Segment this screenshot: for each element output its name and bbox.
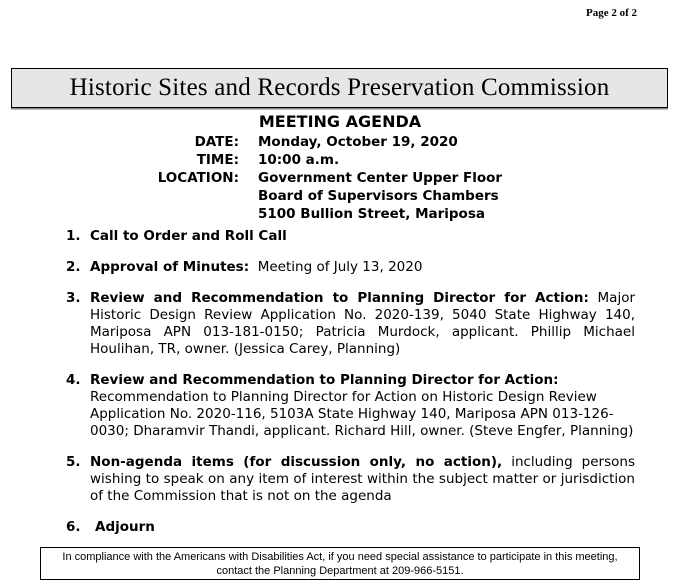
date-row bbox=[0, 133, 680, 151]
agenda-item-5 bbox=[0, 454, 680, 505]
item-number: 4. bbox=[66, 372, 81, 388]
item-text: Recommendation to Planning Director for Action on Historic Design Review Application No. 2020-116, 5103A State Highway 140, Mariposa APN 013-126-0030; Dharamvir Thandi, applicant. Richard Hill, owner. (Steve Engfer, Planning) bbox=[90, 389, 634, 439]
ada-notice-line-2: contact the Planning Department at 209-966-5151. bbox=[216, 565, 464, 577]
location-row bbox=[0, 169, 680, 187]
agenda-item-6 bbox=[0, 519, 680, 536]
agenda-item-2 bbox=[0, 259, 680, 276]
time-label: TIME: bbox=[196, 152, 239, 168]
item-title: Call to Order and Roll Call bbox=[90, 228, 287, 244]
item-title: Adjourn bbox=[95, 519, 155, 535]
agenda-items bbox=[0, 228, 680, 536]
location-label: LOCATION: bbox=[157, 170, 239, 186]
location-line-2: Board of Supervisors Chambers bbox=[258, 188, 499, 204]
title-banner bbox=[11, 68, 668, 108]
location-line-1: Government Center Upper Floor bbox=[258, 170, 503, 186]
page-number: Page 2 of 2 bbox=[585, 7, 637, 19]
agenda-item-3 bbox=[0, 290, 680, 358]
item-text: including persons wishing to speak on any item of interest within the subject matter or jurisdiction of the Commission that is not on the agenda bbox=[90, 454, 635, 504]
date-label: DATE: bbox=[194, 134, 239, 150]
item-number: 2. bbox=[66, 259, 81, 275]
location-row-2 bbox=[0, 187, 680, 205]
meeting-details bbox=[0, 133, 680, 223]
time-value: 10:00 a.m. bbox=[258, 152, 340, 168]
item-text: Major Historic Design Review Application No. 2020-139, 5040 State Highway 140, Mariposa APN 013-181-0150; Patricia Murdock, applicant. Phillip Michael Houlihan, TR, owner. (Jessica Carey, Planning) bbox=[90, 290, 636, 357]
item-number: 3. bbox=[66, 290, 81, 306]
ada-notice-line-1: In compliance with the Americans with Disabilities Act, if you need special assistance to participate in this meeting, bbox=[62, 551, 618, 563]
item-title: Non-agenda items (for discussion only, no action), bbox=[90, 454, 503, 470]
item-title: Review and Recommendation to Planning Director for Action: bbox=[90, 372, 559, 388]
location-row-3 bbox=[0, 205, 680, 223]
agenda-item-4 bbox=[0, 372, 680, 440]
item-number: 5. bbox=[66, 454, 81, 470]
item-number: 6. bbox=[66, 519, 81, 535]
item-title: Approval of Minutes: bbox=[90, 259, 250, 275]
ada-notice bbox=[40, 547, 640, 580]
agenda-heading: MEETING AGENDA bbox=[258, 112, 422, 131]
location-line-3: 5100 Bullion Street, Mariposa bbox=[258, 206, 485, 222]
item-title: Review and Recommendation to Planning Director for Action: bbox=[90, 290, 589, 306]
agenda-item-1 bbox=[0, 228, 680, 245]
time-row bbox=[0, 151, 680, 169]
item-text: Meeting of July 13, 2020 bbox=[257, 259, 423, 275]
date-value: Monday, October 19, 2020 bbox=[258, 134, 458, 150]
item-number: 1. bbox=[66, 228, 81, 244]
document-title: Historic Sites and Records Preservation Commission bbox=[69, 74, 610, 101]
